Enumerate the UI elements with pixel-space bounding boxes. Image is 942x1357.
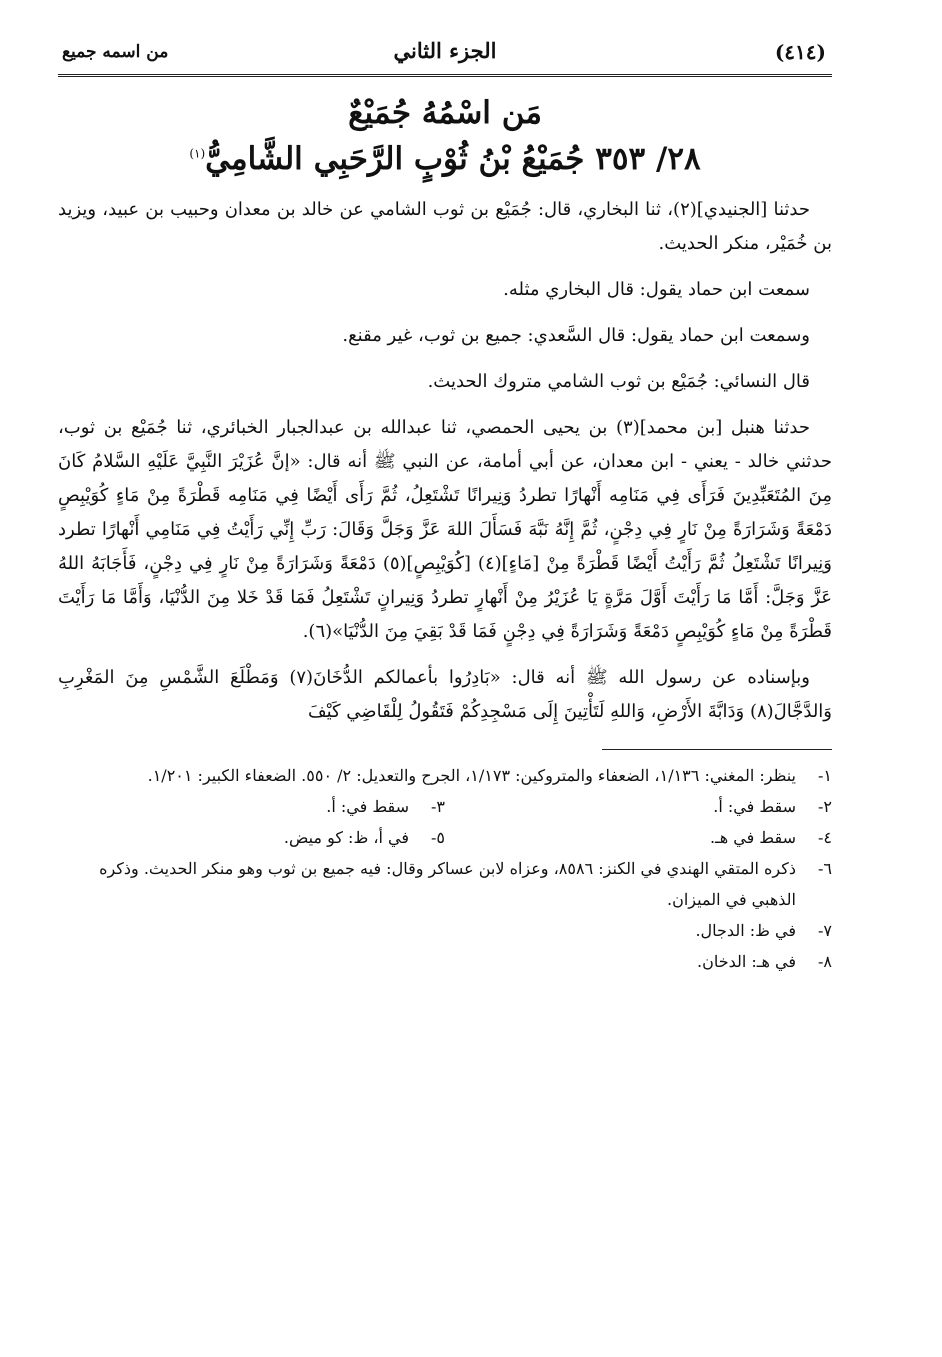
paragraph: حدثنا [الجنيدي](٢)، ثنا البخاري، قال: جُمَيْع بن ثوب الشامي عن خالد بن معدان وحبيب بن عبيد، ويزيد بن خُمَيْر، منكر الحديث. bbox=[58, 199, 832, 254]
footnote-row bbox=[58, 791, 832, 822]
footnote bbox=[58, 822, 445, 853]
footnote-number: ٦- bbox=[818, 859, 832, 878]
footnote-number: ٥- bbox=[431, 828, 445, 847]
entry-note-ref: (١) bbox=[189, 146, 206, 161]
footnote bbox=[58, 760, 832, 791]
footnotes bbox=[58, 760, 832, 977]
page-number: (٤١٤) bbox=[774, 40, 826, 64]
footnote-separator bbox=[602, 749, 832, 750]
paragraph: قال النسائي: جُمَيْع بن ثوب الشامي متروك الحديث. bbox=[427, 371, 810, 392]
entry-heading-text: ٢٨/ ٣٥٣ جُمَيْعُ بْنُ ثُوْبٍ الرَّحَبِي الشَّامِيُّ bbox=[205, 141, 701, 177]
footnote-number: ٨- bbox=[818, 952, 832, 971]
part-title: الجزء الثاني bbox=[393, 38, 497, 63]
footnote bbox=[58, 791, 445, 822]
paragraph: وبإسناده عن رسول الله ﷺ أنه قال: «بَادِرُوا بأعمالكم الدُّخَانَ(٧) وَمَطْلَعَ الشَّمْسِ مِنَ المَغْرِبِ وَالدَّجَّالَ(٨) وَدَابَّةَ الأَرْضِ، وَاللهِ لَتَأْتِينَ إِلَى مَسْجِدِكُمْ فَتَقُولُ لِلْقَاضِي كَيْفَ bbox=[58, 667, 832, 722]
footnote bbox=[58, 853, 832, 915]
footnote-text: سقط في: أ. bbox=[326, 797, 409, 816]
footnote-number: ٣- bbox=[431, 797, 445, 816]
footnote bbox=[58, 946, 832, 977]
footnote-row bbox=[58, 822, 832, 853]
running-title: من اسمه جميع bbox=[62, 42, 169, 62]
footnote-number: ٧- bbox=[818, 921, 832, 940]
footnote bbox=[445, 822, 832, 853]
footnote-number: ٢- bbox=[818, 797, 832, 816]
footnote-text: سقط في هـ. bbox=[709, 828, 796, 847]
footnote-number: ٤- bbox=[818, 828, 832, 847]
page-header bbox=[58, 30, 832, 77]
book-page bbox=[58, 30, 832, 1330]
footnote bbox=[58, 915, 832, 946]
paragraph: سمعت ابن حماد يقول: قال البخاري مثله. bbox=[503, 279, 810, 300]
paragraph: حدثنا هنبل [بن محمد](٣) بن يحيى الحمصي، ثنا عبدالله بن عبدالجبار الخبائري، ثنا جُمَيْع بن ثوب، حدثني خالد - يعني - ابن معدان، عن أبي أمامة، عن النبي ﷺ أنه قال: «إنَّ عُزَيْرَ النَّبِيَّ عَلَيْهِ السَّلامُ كَانَ مِنَ المُتَعَبِّدِينَ فَرَأَى فِي مَنَامِه أَنْهارًا تطردُ وَنِيرانًا تَشْتَعِلُ، ثُمَّ رَأَى أَيْضًا فِي مَنَامِه قَطْرَةً مِنْ مَاءٍ كُوَيْبِصٍ دَمْعَةً وَشَرَارَةً مِنْ نَارٍ فِي دِجْنٍ، ثُمَّ إِنَّهُ نَبَّهَ فَسَأَلَ اللهَ عَزَّ وَجَلَّ وَقَالَ: رَبِّ إِنِّي رَأَيْتُ فِي مَنَامِي أَنْهارًا تطرد وَنِيرانًا تَشْتَعِلُ ثُمَّ رَأَيْتُ أَيْضًا قَطْرَةً مِنْ [مَاءٍ](٤) [كُوَيْبِصٍ](٥) دَمْعَةً وَشَرَارَةً مِنْ نَارٍ فِي دِجْنٍ، فَأَجَابَهُ اللهُ عَزَّ وَجَلَّ: أَمَّا مَا رَأَيْتَ أَوَّلَ مَرَّةٍ يَا عُزَيْرُ مِنْ أَنْهارٍ تطردُ وَنِيرانٍ تَشْتَعِلُ فَمَا قَدْ خَلا مِنَ الدُّنْيَا، وَأَمَّا مَا رَأَيْتَ قَطْرَةً مِنْ مَاءٍ كُوَيْبِصٍ دَمْعَةً وَشَرَارَةً فِي دِجْنٍ فَمَا قَدْ بَقِيَ مِنَ الدُّنْيَا»(٦). bbox=[58, 417, 833, 642]
footnote-text: ينظر: المغني: ١/١٣٦، الضعفاء والمتروكين: ١/١٧٣، الجرح والتعديل: ٢/ ٥٥٠. الضعفاء الكبير: ١/٢٠١. bbox=[147, 766, 796, 785]
footnote-text: في ظ: الدجال. bbox=[695, 921, 796, 940]
footnote bbox=[445, 791, 832, 822]
footnote-text: سقط في: أ. bbox=[713, 797, 796, 816]
paragraph: وسمعت ابن حماد يقول: قال السَّعدي: جميع بن ثوب، غير مقنع. bbox=[342, 325, 810, 346]
footnote-text: ذكره المتقي الهندي في الكنز: ٨٥٨٦، وعزاه لابن عساكر وقال: فيه جميع بن ثوب وهو منكر الحديث. وذكره الذهبي في الميزان. bbox=[99, 859, 796, 909]
entry-heading bbox=[58, 141, 832, 193]
chapter-title: مَن اسْمُهُ جُمَيْعٌ bbox=[348, 95, 542, 131]
footnote-text: في هـ: الدخان. bbox=[697, 952, 796, 971]
footnote-number: ١- bbox=[818, 766, 832, 785]
body-text bbox=[58, 193, 832, 729]
footnote-text: في أ، ظ: كو ميض. bbox=[283, 828, 409, 847]
